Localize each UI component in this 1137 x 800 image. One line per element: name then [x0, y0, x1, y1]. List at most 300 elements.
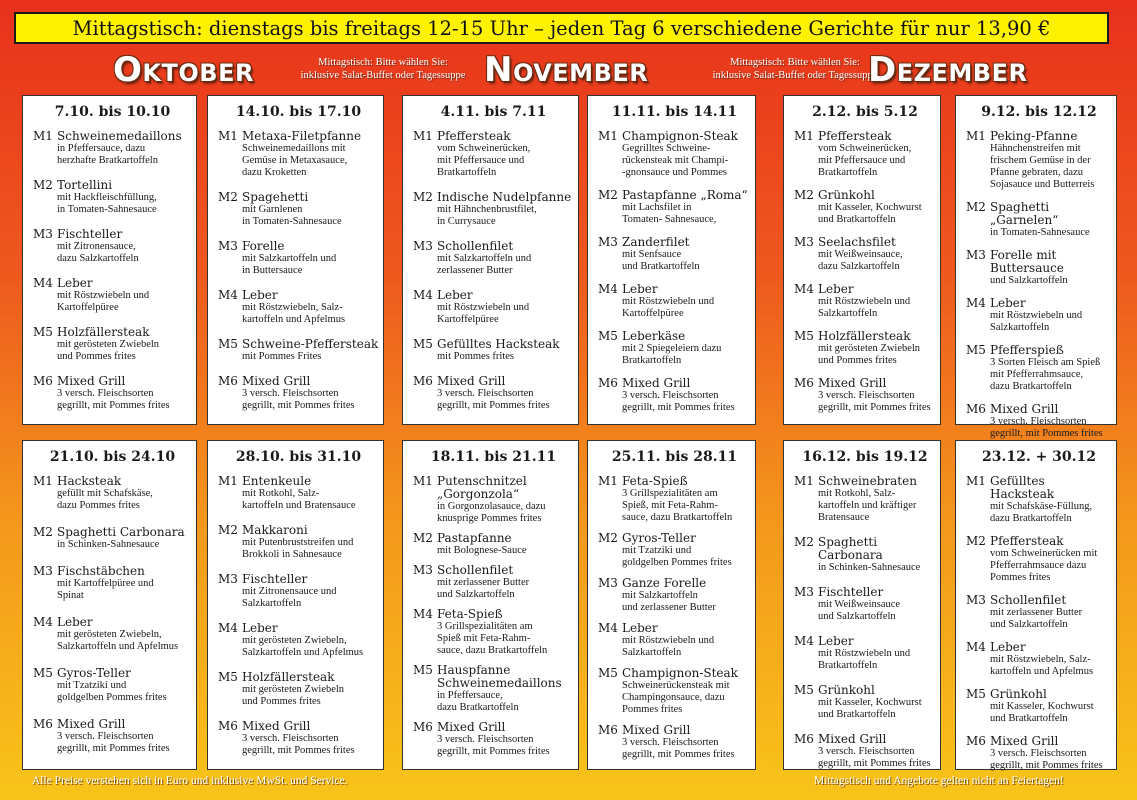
dish-name: Forelle: [242, 239, 285, 253]
dish-description: mit gerösteten Zwiebeln, Salzkartoffeln und Apfelmus: [242, 635, 364, 658]
dish-name: Leberkäse: [622, 329, 686, 343]
menu-item-number: M6: [966, 734, 986, 748]
menu-item-number: M6: [794, 376, 814, 390]
dish-name: Leber: [622, 621, 658, 635]
dish-name: Schweinemedaillons: [57, 129, 182, 143]
menu-item: [598, 283, 751, 320]
menu-item-number: M6: [218, 719, 238, 733]
menu-item: [598, 724, 751, 761]
menu-item-number: M3: [966, 593, 986, 607]
dish-description: vom Schweinerücken mit Pfefferrahmsauce dazu Pommes frites: [990, 548, 1098, 583]
menu-item-number: M5: [966, 343, 986, 357]
menu-note: Mittagstisch: Bitte wählen Sie: inklusive Salat-Buffet oder Tagessuppe: [300, 57, 466, 81]
dish-description: mit Pommes Frites: [242, 351, 322, 362]
dish-description: mit gerösteten Zwiebeln und Pommes frites: [818, 343, 921, 366]
menu-item-number: M5: [598, 329, 618, 343]
menu-item-number: M5: [794, 683, 814, 697]
dish-description: 3 versch. Fleischsorten gegrillt, mit Pommes frites: [437, 388, 550, 411]
dish-name: Pastapfanne „Roma“: [622, 188, 748, 202]
dish-description: vom Schweinerücken, mit Pfeffersauce und Bratkartoffeln: [437, 143, 531, 178]
dish-name: Mixed Grill: [242, 719, 311, 733]
menu-item: [33, 565, 192, 602]
menu-item-number: M5: [33, 666, 53, 680]
menu-item: [794, 586, 936, 623]
dish-name: Ganze Forelle: [622, 576, 707, 590]
menu-item-number: M1: [413, 474, 433, 488]
menu-item: [413, 191, 574, 228]
dish-name: Entenkeule: [242, 474, 312, 488]
dish-name: Mixed Grill: [242, 374, 311, 388]
menu-item-number: M6: [966, 402, 986, 416]
card-date-range: 14.10. bis 17.10: [235, 104, 362, 120]
dish-name: Leber: [57, 615, 93, 629]
dish-description: mit Senfsauce und Bratkartoffeln: [622, 249, 700, 272]
dish-name: Spaghetti Carbonara: [57, 525, 185, 539]
menu-item-number: M4: [598, 282, 618, 296]
card-date-range: 18.11. bis 21.11: [430, 449, 557, 465]
menu-item-number: M2: [794, 535, 814, 549]
menu-item-number: M2: [598, 531, 618, 545]
menu-item: [966, 249, 1112, 287]
dish-description: mit gerösteten Zwiebeln, Salzkartoffeln und Apfelmus: [57, 629, 179, 652]
dish-description: mit Hackfleischfüllung, in Tomaten-Sahnesauce: [57, 192, 157, 215]
menu-item: [218, 240, 379, 277]
dish-description: mit Pommes frites: [437, 351, 514, 362]
menu-item-number: M2: [413, 190, 433, 204]
menu-item: [794, 189, 936, 226]
dish-name: Mixed Grill: [990, 402, 1059, 416]
menu-item-number: M4: [794, 634, 814, 648]
dish-name: Leber: [818, 634, 854, 648]
dish-description: mit Röstzwiebeln, Salz- kartoffeln und Apfelmus: [990, 654, 1094, 677]
menu-item: [218, 720, 379, 757]
menu-item: [413, 289, 574, 326]
menu-item-number: M5: [598, 666, 618, 680]
dish-name: Leber: [242, 621, 278, 635]
dish-description: 3 versch. Fleischsorten gegrillt, mit Pommes frites: [622, 737, 735, 760]
menu-item-number: M3: [413, 239, 433, 253]
card-date-range: 2.12. bis 5.12: [812, 104, 918, 120]
dish-description: 3 versch. Fleischsorten gegrillt, mit Pommes frites: [818, 390, 931, 413]
dish-description: mit Röstzwiebeln und Kartoffelpüree: [57, 290, 150, 313]
dish-description: mit Kasseler, Kochwurst und Bratkartoffeln: [818, 202, 922, 225]
dish-description: mit Zitronensauce und Salzkartoffeln: [242, 586, 337, 609]
menu-item-number: M3: [218, 572, 238, 586]
dish-description: mit 2 Spiegeleiern dazu Bratkartoffeln: [622, 343, 722, 366]
dish-name: Hauspfanne Schweinemedaillons: [437, 663, 562, 690]
menu-item-number: M5: [33, 325, 53, 339]
menu-item: [413, 240, 574, 277]
menu-item-number: M2: [413, 531, 433, 545]
menu-card: [207, 95, 384, 425]
dish-name: Fischteller: [818, 585, 884, 599]
menu-item-number: M5: [413, 663, 433, 677]
dish-name: Seelachsfilet: [818, 235, 896, 249]
dish-name: Peking-Pfanne: [990, 129, 1078, 143]
dish-name: Leber: [990, 640, 1026, 654]
dish-name: Grünkohl: [818, 188, 875, 202]
menu-item: [794, 684, 936, 721]
menu-card: [22, 95, 197, 425]
menu-card: [207, 440, 384, 770]
menu-item-number: M5: [218, 670, 238, 684]
dish-name: Schollenfilet: [437, 563, 514, 577]
menu-item-number: M4: [218, 288, 238, 302]
menu-item: [33, 475, 192, 512]
dish-name: Spaghetti „Garnelen“: [990, 200, 1059, 227]
dish-name: Gyros-Teller: [622, 531, 696, 545]
menu-item: [33, 616, 192, 653]
dish-description: 3 versch. Fleischsorten gegrillt, mit Pommes frites: [57, 731, 170, 754]
menu-item: [966, 130, 1112, 191]
menu-item-number: M4: [598, 621, 618, 635]
dish-name: Metaxa-Filetpfanne: [242, 129, 362, 143]
dish-name: Mixed Grill: [990, 734, 1059, 748]
dish-description: 3 Sorten Fleisch am Spieß mit Pfefferrahmsauce, dazu Bratkartoffeln: [990, 357, 1101, 392]
menu-item-number: M2: [794, 188, 814, 202]
dish-description: mit Röstzwiebeln und Salzkartoffeln: [622, 635, 715, 658]
menu-item: [33, 277, 192, 314]
dish-name: Mixed Grill: [437, 374, 506, 388]
menu-item-number: M6: [33, 374, 53, 388]
menu-item: [33, 326, 192, 363]
dish-description: Schweinemedaillons mit Gemüse in Metaxasauce, dazu Kroketten: [242, 143, 348, 178]
menu-item-number: M6: [218, 374, 238, 388]
dish-name: Pfefferspieß: [990, 343, 1064, 357]
dish-description: mit Salzkartoffeln und zerlassener Butter: [622, 590, 716, 613]
dish-description: mit Weißweinsauce und Salzkartoffeln: [818, 599, 901, 622]
dish-name: Mixed Grill: [57, 374, 126, 388]
menu-item-number: M1: [794, 474, 814, 488]
dish-name: Grünkohl: [990, 687, 1047, 701]
dish-description: 3 versch. Fleischsorten gegrillt, mit Pommes frites: [990, 748, 1103, 771]
menu-item: [966, 201, 1112, 239]
card-date-range: 7.10. bis 10.10: [54, 104, 171, 120]
menu-item: [598, 667, 751, 716]
menu-item: [966, 735, 1112, 772]
dish-description: mit Kasseler, Kochwurst und Bratkartoffeln: [990, 701, 1094, 724]
dish-name: Holzfällersteak: [242, 670, 335, 684]
dish-name: Gyros-Teller: [57, 666, 131, 680]
menu-item: [413, 338, 574, 363]
menu-item: [413, 130, 574, 179]
dish-description: mit Röstzwiebeln und Kartoffelpüree: [437, 302, 530, 325]
menu-item: [794, 130, 936, 179]
dish-description: in Gorgonzolasauce, dazu knusprige Pommes frites: [437, 501, 546, 524]
menu-item-number: M2: [598, 188, 618, 202]
dish-name: Pfeffersteak: [437, 129, 511, 143]
menu-item-number: M6: [598, 723, 618, 737]
menu-item-number: M1: [33, 474, 53, 488]
footer-holiday-note: Mittagstisch und Angebote gelten nicht an Feiertagen!: [814, 775, 1064, 787]
menu-item: [794, 475, 936, 524]
dish-description: mit Tzatziki und goldgelben Pommes frites: [57, 680, 167, 703]
menu-item: [33, 228, 192, 265]
menu-card: [587, 95, 756, 425]
dish-name: Mixed Grill: [622, 723, 691, 737]
menu-item-number: M2: [33, 525, 53, 539]
dish-name: Holzfällersteak: [57, 325, 150, 339]
dish-name: Spaghetti Carbonara: [818, 535, 883, 562]
menu-item-number: M1: [218, 129, 238, 143]
dish-description: 3 versch. Fleischsorten gegrillt, mit Pommes frites: [242, 733, 355, 756]
dish-name: Mixed Grill: [622, 376, 691, 390]
menu-item-number: M5: [218, 337, 238, 351]
menu-item-number: M1: [598, 474, 618, 488]
dish-name: Leber: [57, 276, 93, 290]
menu-item: [794, 536, 936, 574]
menu-item-number: M6: [33, 717, 53, 731]
dish-description: in Schinken-Sahnesauce: [818, 562, 921, 573]
dish-description: 3 versch. Fleischsorten gegrillt, mit Pommes frites: [990, 416, 1103, 439]
card-date-range: 4.11. bis 7.11: [440, 104, 547, 120]
menu-item-number: M2: [966, 200, 986, 214]
dish-description: 3 Grillspezialitäten am Spieß mit Feta-Rahm- sauce, dazu Bratkartoffeln: [437, 621, 548, 656]
dish-description: vom Schweinerücken, mit Pfeffersauce und Bratkartoffeln: [818, 143, 912, 178]
menu-card: [587, 440, 756, 770]
dish-name: Schweine-Pfeffersteak: [242, 337, 379, 351]
footer-price-note: Alle Preise verstehen sich in Euro und inklusive MwSt. und Service.: [32, 775, 348, 787]
menu-item: [794, 635, 936, 672]
dish-description: mit Schafskäse-Füllung, dazu Bratkartoffeln: [990, 501, 1093, 524]
menu-item-number: M1: [33, 129, 53, 143]
dish-description: 3 Grillspezialitäten am Spieß, mit Feta-Rahm- sauce, dazu Bratkartoffeln: [622, 488, 733, 523]
menu-card: [22, 440, 197, 770]
dish-name: Champignon-Steak: [622, 129, 738, 143]
dish-description: Hähnchenstreifen mit frischem Gemüse in der Pfanne gebraten, dazu Sojasauce und Butterreis: [990, 143, 1095, 190]
menu-item: [966, 594, 1112, 631]
dish-description: 3 versch. Fleischsorten gegrillt, mit Pommes frites: [818, 746, 931, 769]
dish-description: gefüllt mit Schafskäse, dazu Pommes frites: [57, 488, 153, 511]
dish-description: mit Zitronensauce, dazu Salzkartoffeln: [57, 241, 139, 264]
menu-item-number: M4: [413, 607, 433, 621]
dish-name: Tortellini: [57, 178, 113, 192]
menu-item-number: M1: [794, 129, 814, 143]
dish-description: in Tomaten-Sahnesauce: [990, 227, 1090, 238]
menu-item: [218, 622, 379, 659]
dish-description: 3 versch. Fleischsorten gegrillt, mit Pommes frites: [622, 390, 735, 413]
menu-item: [966, 475, 1112, 525]
card-date-range: 25.11. bis 28.11: [611, 449, 738, 465]
menu-item: [33, 718, 192, 755]
menu-item-number: M6: [598, 376, 618, 390]
dish-name: Fischstäbchen: [57, 564, 145, 578]
dish-name: Hacksteak: [57, 474, 122, 488]
menu-item: [218, 524, 379, 561]
menu-item-number: M4: [966, 640, 986, 654]
card-date-range: 11.11. bis 14.11: [611, 104, 738, 120]
menu-item-number: M2: [218, 190, 238, 204]
menu-card: [402, 440, 579, 770]
menu-item: [218, 289, 379, 326]
dish-description: mit Hähnchenbrustfilet, in Currysauce: [437, 204, 537, 227]
dish-description: mit Röstzwiebeln und Salzkartoffeln: [990, 310, 1083, 333]
menu-item-number: M1: [413, 129, 433, 143]
dish-description: mit zerlassener Butter und Salzkartoffeln: [437, 577, 530, 600]
menu-item: [794, 330, 936, 367]
dish-name: Mixed Grill: [57, 717, 126, 731]
menu-item: [966, 535, 1112, 584]
menu-item-number: M5: [966, 687, 986, 701]
dish-description: mit Kasseler, Kochwurst und Bratkartoffeln: [818, 697, 922, 720]
menu-item-number: M3: [218, 239, 238, 253]
menu-item: [413, 608, 574, 657]
menu-item-number: M3: [33, 227, 53, 241]
dish-name: Gefülltes Hacksteak: [990, 474, 1055, 501]
dish-description: mit Rotkohl, Salz- kartoffeln und Bratensauce: [242, 488, 356, 511]
menu-item-number: M1: [218, 474, 238, 488]
menu-note: Mittagstisch: Bitte wählen Sie: inklusive Salat-Buffet oder Tagessuppe: [712, 57, 878, 81]
dish-name: Mixed Grill: [818, 732, 887, 746]
dish-name: Forelle mit Buttersauce: [990, 248, 1064, 275]
menu-item: [598, 622, 751, 659]
dish-description: mit gerösteten Zwiebeln und Pommes frites: [57, 339, 160, 362]
menu-item-number: M4: [413, 288, 433, 302]
dish-description: mit Röstzwiebeln und Kartoffelpüree: [622, 296, 715, 319]
dish-description: mit zerlassener Butter und Salzkartoffeln: [990, 607, 1083, 630]
dish-description: in Pfeffersauce, dazu Bratkartoffeln: [437, 690, 519, 713]
dish-description: mit Röstzwiebeln und Bratkartoffeln: [818, 648, 911, 671]
menu-item: [598, 532, 751, 569]
dish-description: 3 versch. Fleischsorten gegrillt, mit Pommes frites: [57, 388, 170, 411]
menu-item-number: M1: [598, 129, 618, 143]
dish-name: Feta-Spieß: [622, 474, 688, 488]
dish-name: Schollenfilet: [437, 239, 514, 253]
menu-item: [598, 377, 751, 414]
menu-item-number: M1: [966, 474, 986, 488]
dish-description: mit Röstzwiebeln und Salzkartoffeln: [818, 296, 911, 319]
menu-item: [966, 403, 1112, 440]
menu-item: [33, 526, 192, 551]
dish-description: 3 versch. Fleischsorten gegrillt, mit Pommes frites: [242, 388, 355, 411]
menu-item: [218, 475, 379, 512]
menu-item: [218, 191, 379, 228]
menu-item: [413, 664, 574, 714]
dish-description: mit Salzkartoffeln und zerlassener Butter: [437, 253, 532, 276]
dish-description: mit Salzkartoffeln und in Buttersauce: [242, 253, 337, 276]
dish-name: Holzfällersteak: [818, 329, 911, 343]
dish-name: Leber: [622, 282, 658, 296]
menu-item-number: M6: [413, 374, 433, 388]
month-title-november: November: [484, 50, 649, 90]
dish-name: Zanderfilet: [622, 235, 690, 249]
dish-description: mit Tzatziki und goldgelben Pommes frites: [622, 545, 732, 568]
menu-item-number: M4: [218, 621, 238, 635]
dish-description: in Pfeffersauce, dazu herzhafte Bratkartoffeln: [57, 143, 158, 166]
dish-name: Putenschnitzel „Gorgonzola“: [437, 474, 527, 501]
menu-item: [794, 377, 936, 414]
menu-card: [955, 440, 1117, 770]
dish-description: mit Lachsfilet in Tomaten- Sahnesauce,: [622, 202, 717, 225]
dish-name: Leber: [437, 288, 473, 302]
menu-item: [598, 577, 751, 614]
menu-item-number: M3: [598, 235, 618, 249]
menu-item-number: M2: [218, 523, 238, 537]
menu-item-number: M3: [966, 248, 986, 262]
menu-item: [598, 236, 751, 273]
menu-card: [783, 440, 941, 770]
menu-item: [966, 344, 1112, 393]
menu-item: [966, 641, 1112, 678]
dish-name: Pastapfanne: [437, 531, 512, 545]
menu-item: [218, 338, 379, 363]
menu-item-number: M5: [794, 329, 814, 343]
dish-description: mit gerösteten Zwiebeln und Pommes frites: [242, 684, 345, 707]
dish-name: Fischteller: [242, 572, 308, 586]
menu-card: [955, 95, 1117, 439]
dish-name: Feta-Spieß: [437, 607, 503, 621]
dish-name: Leber: [242, 288, 278, 302]
dish-description: in Schinken-Sahnesauce: [57, 539, 160, 550]
card-date-range: 9.12. bis 12.12: [981, 104, 1097, 120]
menu-item: [794, 733, 936, 770]
dish-description: und Salzkartoffeln: [990, 275, 1068, 286]
dish-name: Champignon-Steak: [622, 666, 738, 680]
menu-item-number: M5: [413, 337, 433, 351]
menu-item-number: M3: [413, 563, 433, 577]
menu-item: [598, 130, 751, 179]
menu-item: [966, 297, 1112, 334]
dish-name: Makkaroni: [242, 523, 308, 537]
menu-item-number: M2: [966, 534, 986, 548]
dish-name: Indische Nudelpfanne: [437, 190, 572, 204]
dish-name: Spagehetti: [242, 190, 309, 204]
dish-description: Schweinerückensteak mit Champingonsauce, dazu Pommes frites: [622, 680, 730, 715]
menu-item: [413, 532, 574, 557]
menu-item-number: M4: [794, 282, 814, 296]
dish-name: Pfeffersteak: [818, 129, 892, 143]
card-date-range: 21.10. bis 24.10: [49, 449, 176, 465]
dish-description: Gegrilltes Schweine- rückensteak mit Champi- -gnonsauce und Pommes: [622, 143, 729, 178]
menu-item: [33, 179, 192, 216]
menu-item-number: M3: [33, 564, 53, 578]
menu-item: [598, 330, 751, 367]
menu-card: [783, 95, 941, 425]
dish-name: Schollenfilet: [990, 593, 1067, 607]
dish-description: mit Bolognese-Sauce: [437, 545, 527, 556]
menu-card: [402, 95, 579, 425]
menu-item: [218, 671, 379, 708]
month-title-december: Dezember: [868, 50, 1028, 90]
menu-item: [794, 283, 936, 320]
menu-item: [33, 667, 192, 704]
menu-item: [966, 688, 1112, 725]
dish-description: 3 versch. Fleischsorten gegrillt, mit Pommes frites: [437, 734, 550, 757]
menu-item-number: M1: [966, 129, 986, 143]
menu-item: [33, 130, 192, 167]
dish-description: mit Weißweinsauce, dazu Salzkartoffeln: [818, 249, 903, 272]
menu-item-number: M3: [794, 235, 814, 249]
dish-name: Leber: [990, 296, 1026, 310]
menu-item-number: M4: [33, 276, 53, 290]
dish-name: Gefülltes Hacksteak: [437, 337, 560, 351]
month-title-october: Oktober: [113, 50, 254, 90]
dish-name: Schweinebraten: [818, 474, 917, 488]
menu-item: [413, 721, 574, 758]
dish-description: mit Garnlenen in Tomaten-Sahnesauce: [242, 204, 342, 227]
card-date-range: 28.10. bis 31.10: [235, 449, 362, 465]
dish-name: Leber: [818, 282, 854, 296]
menu-item: [413, 475, 574, 525]
dish-name: Fischteller: [57, 227, 123, 241]
menu-item-number: M4: [33, 615, 53, 629]
menu-item: [598, 475, 751, 524]
dish-description: mit Rotkohl, Salz- kartoffeln und kräftiger Bratensauce: [818, 488, 917, 523]
dish-description: mit Röstzwiebeln, Salz- kartoffeln und Apfelmus: [242, 302, 346, 325]
menu-item-number: M6: [413, 720, 433, 734]
menu-item: [33, 375, 192, 412]
card-date-range: 16.12. bis 19.12: [802, 449, 928, 465]
